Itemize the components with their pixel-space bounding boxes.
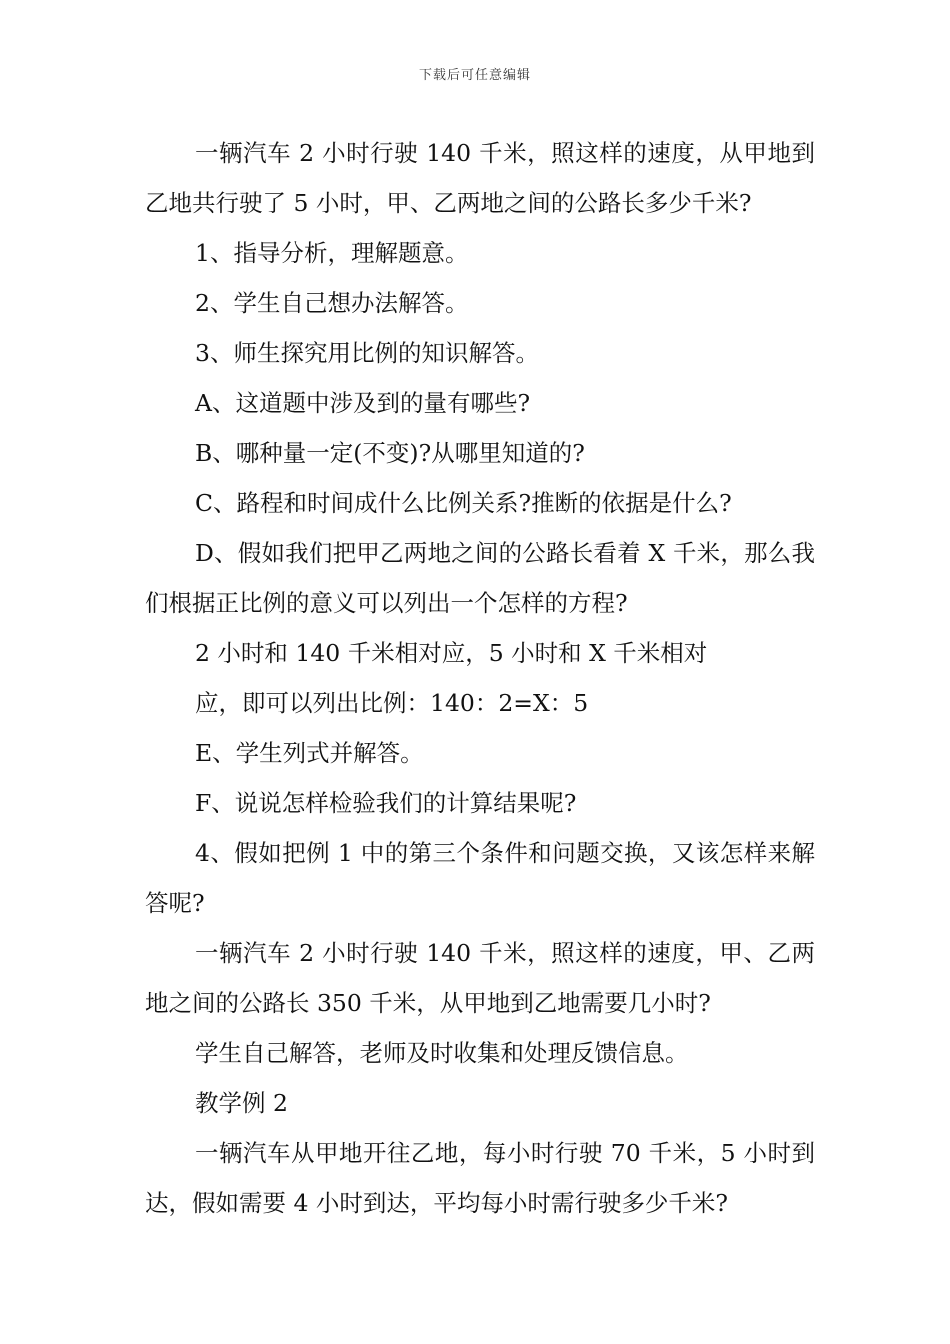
- document-body: [145, 128, 815, 1228]
- paragraph: 一辆汽车从甲地开往乙地，每小时行驶 70 千米，5 小时到达，假如需要 4 小时到达，平均每小时需行驶多少千米?: [145, 1139, 815, 1217]
- paragraph: C、路程和时间成什么比例关系?推断的依据是什么?: [195, 489, 732, 517]
- paragraph: 3、师生探究用比例的知识解答。: [195, 339, 539, 367]
- paragraph: 2 小时和 140 千米相对应，5 小时和 X 千米相对: [195, 639, 708, 667]
- page-header: 下载后可任意编辑: [418, 68, 531, 83]
- paragraph: 4、假如把例 1 中的第三个条件和问题交换，又该怎样来解答呢?: [145, 839, 815, 917]
- paragraph: F、说说怎样检验我们的计算结果呢?: [195, 789, 577, 817]
- paragraph: 1、指导分析，理解题意。: [195, 239, 469, 267]
- paragraph: 应，即可以列出比例：140：2=X：5: [195, 689, 589, 717]
- paragraph: 学生自己解答，老师及时收集和处理反馈信息。: [195, 1039, 689, 1067]
- paragraph: A、这道题中涉及到的量有哪些?: [195, 389, 531, 417]
- paragraph: 教学例 2: [195, 1089, 288, 1117]
- paragraph: B、哪种量一定(不变)?从哪里知道的?: [195, 439, 585, 467]
- paragraph: 一辆汽车 2 小时行驶 140 千米，照这样的速度，甲、乙两地之间的公路长 350 千米，从甲地到乙地需要几小时?: [145, 939, 815, 1017]
- paragraph: 一辆汽车 2 小时行驶 140 千米，照这样的速度，从甲地到乙地共行驶了 5 小时，甲、乙两地之间的公路长多少千米?: [145, 139, 815, 217]
- paragraph: D、假如我们把甲乙两地之间的公路长看着 X 千米，那么我们根据正比例的意义可以列出一个怎样的方程?: [145, 539, 815, 617]
- paragraph: 2、学生自己想办法解答。: [195, 289, 469, 317]
- paragraph: E、学生列式并解答。: [195, 739, 424, 767]
